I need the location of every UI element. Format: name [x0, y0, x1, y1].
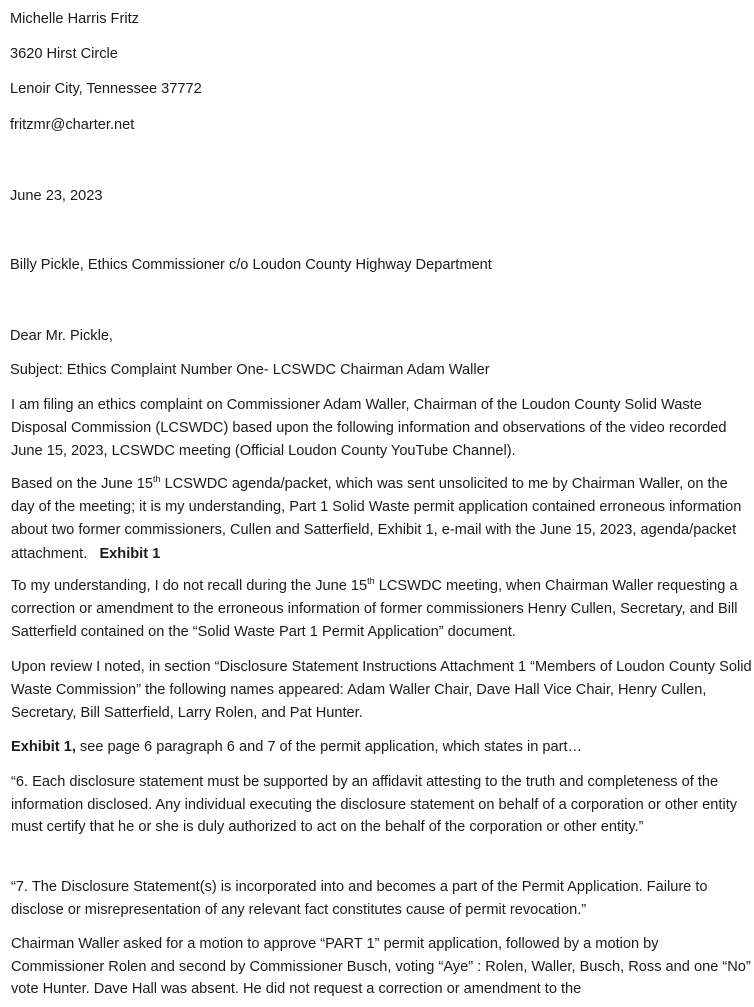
paragraph-disclosure: Upon review I noted, in section “Disclosure Statement Instructions Attachment 1 “Members of Loudon County Solid Waste Commission” the following names appeared: Adam Waller Chair, Dave Hall Vice Chair, Henry Cullen, Secretary, Bill Satterfield, Larry Rolen, and Pat Hunter.: [11, 659, 752, 722]
sender-street: 3620 Hirst Circle: [10, 46, 118, 62]
sender-name: Michelle Harris Fritz: [10, 11, 139, 27]
superscript-th: th: [367, 576, 375, 586]
paragraph-meeting-rest: LCSWDC meeting, when Chairman Waller requesting a correction or amendment to the erroneous information of former commissioners Henry Cullen, Secretary, and Bill Satterfield contained on the “Solid Waste Part 1 Permit Application” document.: [11, 578, 738, 641]
paragraph-agenda: [11, 473, 754, 566]
recipient-line: Billy Pickle, Ethics Commissioner c/o Loudon County Highway Department: [10, 257, 492, 273]
paragraph-agenda-start: Based on the June 15: [11, 476, 153, 492]
paragraph-meeting-start: To my understanding, I do not recall during the June 15: [11, 578, 368, 594]
paragraph-complaint: I am filing an ethics complaint on Commissioner Adam Waller, Chairman of the Loudon County Solid Waste Disposal Commission (LCSWDC) based upon the following information and observations of the video recorded June 15, 2023, LCSWDC meeting (Official Loudon County YouTube Channel).: [11, 397, 727, 460]
sender-city: Lenoir City, Tennessee 37772: [10, 81, 202, 97]
paragraph-exhibit: [11, 736, 754, 759]
superscript-th: th: [153, 474, 161, 484]
salutation: Dear Mr. Pickle,: [10, 328, 113, 344]
quote-item-6: “6. Each disclosure statement must be supported by an affidavit attesting to the truth and completeness of the information disclosed. Any individual executing the disclosure statement on behalf of a corporation or other entity must certify that he or she is duly authorized to act on the behalf of the corporation or other entity.”: [11, 774, 738, 836]
quote-item-7: “7. The Disclosure Statement(s) is incorporated into and becomes a part of the Permit Application. Failure to disclose or misrepresentation of any relevant fact constitutes cause of permit revocation.”: [11, 879, 708, 918]
sender-email: fritzmr@charter.net: [10, 117, 135, 133]
paragraph-agenda-rest: LCSWDC agenda/packet, which was sent unsolicited to me by Chairman Waller, on the day of the meeting; it is my understanding, Part 1 Solid Waste permit application contained erroneous information about two former commissioners, Cullen and Satterfield, Exhibit 1, e-mail with the June 15, 2023, agenda/packet attachment.: [11, 476, 742, 562]
exhibit-reference: Exhibit 1: [99, 545, 161, 562]
exhibit-text: see page 6 paragraph 6 and 7 of the permit application, which states in part…: [75, 739, 583, 755]
paragraph-vote: Chairman Waller asked for a motion to approve “PART 1” permit application, followed by a motion by Commissioner Rolen and second by Commissioner Busch, voting “Aye” : Rolen, Waller, Busch, Ross and one “No” vote Hunter. Dave Hall was absent. He did not request a correction or amendment to the: [11, 936, 751, 998]
letter-date: June 23, 2023: [10, 188, 103, 204]
exhibit-label: Exhibit 1,: [11, 739, 76, 755]
paragraph-meeting: [11, 575, 754, 645]
subject-line: Subject: Ethics Complaint Number One- LCSWDC Chairman Adam Waller: [10, 362, 490, 378]
